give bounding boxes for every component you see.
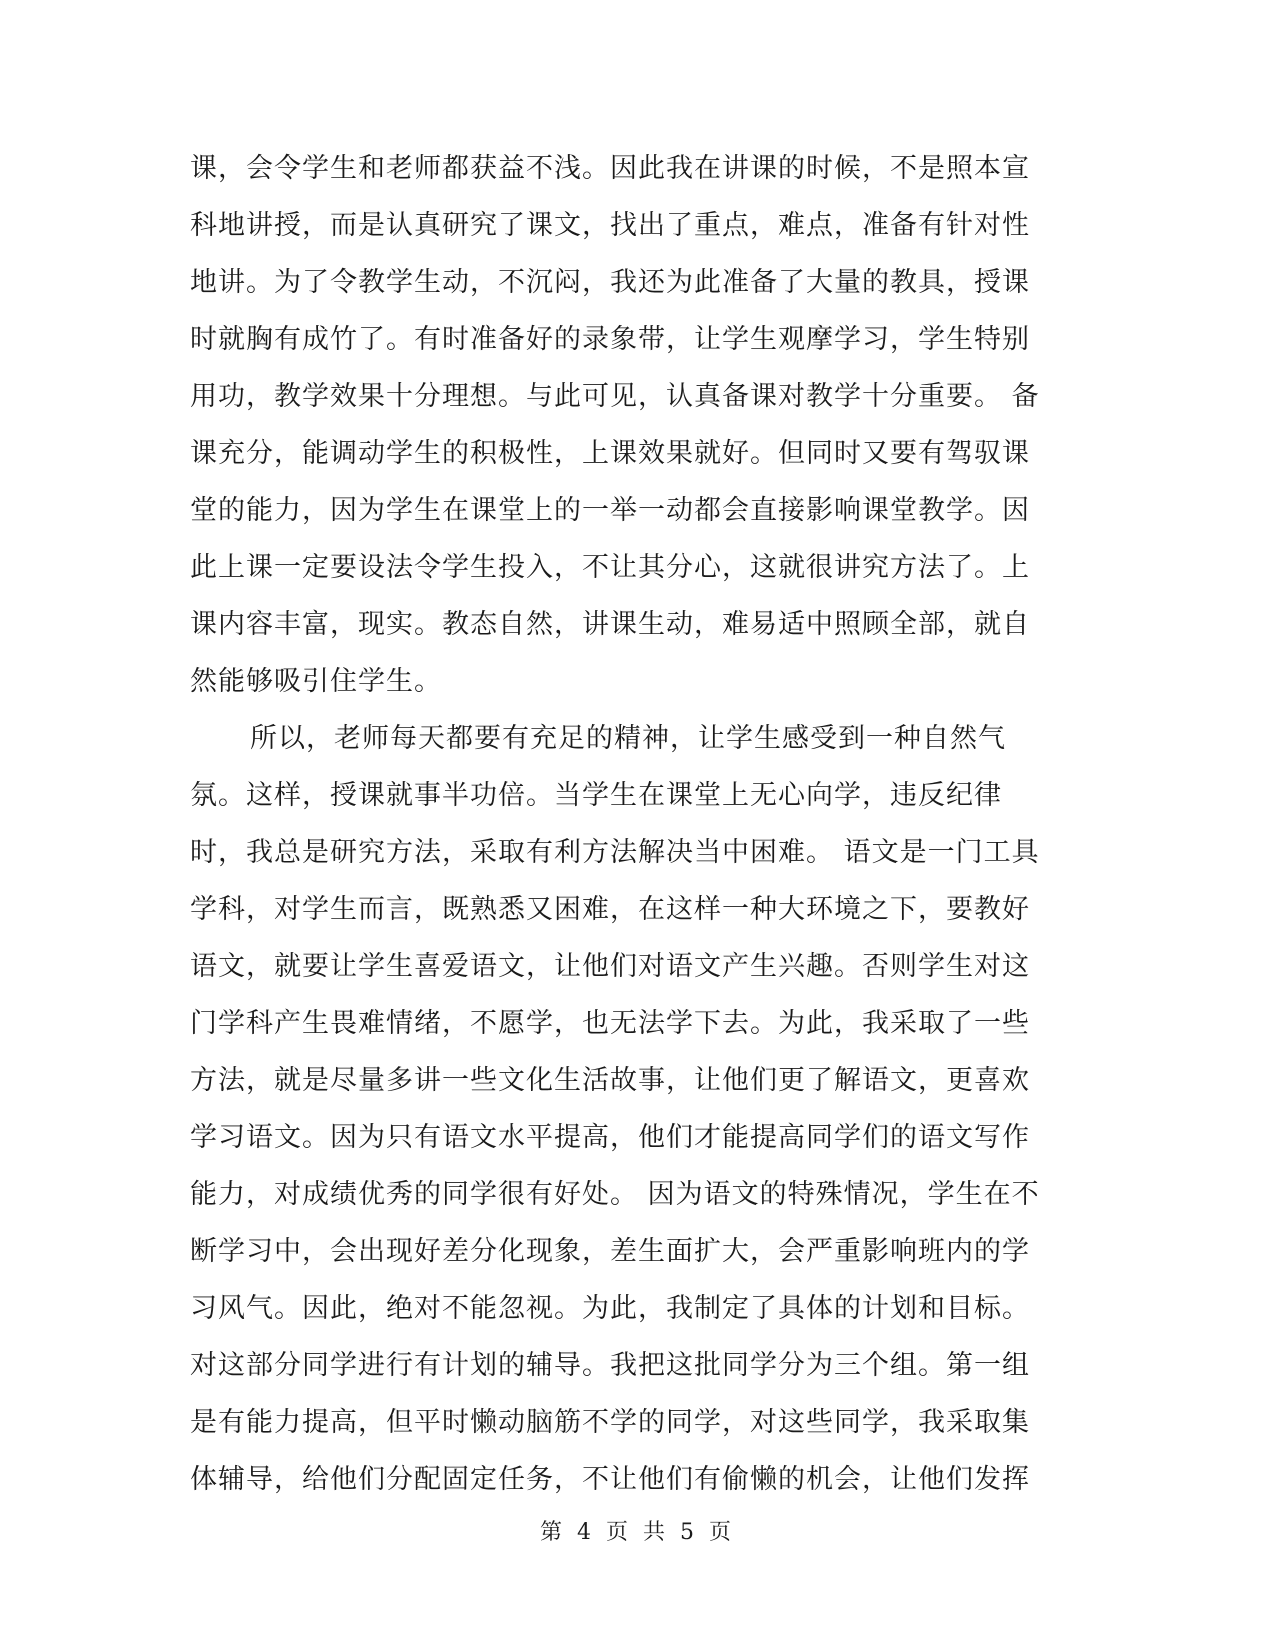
text-line: 用功，教学效果十分理想。与此可见，认真备课对教学十分重要。 备 [190,381,1040,412]
page-number-footer: 第 4 页 共 5 页 [540,1520,735,1545]
text-line: 能力，对成绩优秀的同学很有好处。 因为语文的特殊情况，学生在不 [190,1179,1040,1210]
text-line: 地讲。为了令教学生动，不沉闷，我还为此准备了大量的教具，授课 [190,267,1030,298]
text-line: 语文，就要让学生喜爱语文，让他们对语文产生兴趣。否则学生对这 [190,951,1030,982]
text-line: 方法，就是尽量多讲一些文化生活故事，让他们更了解语文，更喜欢 [190,1065,1030,1096]
paragraph-1 [190,140,1090,710]
text-line: 门学科产生畏难情绪，不愿学，也无法学下去。为此，我采取了一些 [190,1008,1030,1039]
text-line: 断学习中，会出现好差分化现象，差生面扩大，会严重影响班内的学 [190,1236,1030,1267]
text-line: 然能够吸引住学生。 [190,666,442,697]
text-line: 对这部分同学进行有计划的辅导。我把这批同学分为三个组。第一组 [190,1350,1030,1381]
text-line: 课充分，能调动学生的积极性，上课效果就好。但同时又要有驾驭课 [190,438,1030,469]
text-line: 课内容丰富，现实。教态自然，讲课生动，难易适中照顾全部，就自 [190,609,1030,640]
text-line: 氛。这样，授课就事半功倍。当学生在课堂上无心向学，违反纪律 [190,780,1002,811]
text-line: 习风气。因此，绝对不能忽视。为此，我制定了具体的计划和目标。 [190,1293,1030,1324]
paragraph-2 [190,710,1090,1508]
text-line: 堂的能力，因为学生在课堂上的一举一动都会直接影响课堂教学。因 [190,495,1030,526]
text-line: 所以，老师每天都要有充足的精神，让学生感受到一种自然气 [250,723,1006,754]
text-line: 科地讲授，而是认真研究了课文，找出了重点，难点，准备有针对性 [190,210,1030,241]
body-text [190,140,1090,1508]
text-line: 学科，对学生而言，既熟悉又困难，在这样一种大环境之下，要教好 [190,894,1030,925]
text-line: 是有能力提高，但平时懒动脑筋不学的同学，对这些同学，我采取集 [190,1407,1030,1438]
text-line: 时就胸有成竹了。有时准备好的录象带，让学生观摩学习，学生特别 [190,324,1030,355]
text-line: 课，会令学生和老师都获益不浅。因此我在讲课的时候，不是照本宣 [190,153,1030,184]
text-line: 学习语文。因为只有语文水平提高，他们才能提高同学们的语文写作 [190,1122,1030,1153]
text-line: 体辅导，给他们分配固定任务，不让他们有偷懒的机会，让他们发挥 [190,1464,1030,1495]
text-line: 时，我总是研究方法，采取有利方法解决当中困难。 语文是一门工具 [190,837,1040,868]
text-line: 此上课一定要设法令学生投入，不让其分心，这就很讲究方法了。上 [190,552,1030,583]
